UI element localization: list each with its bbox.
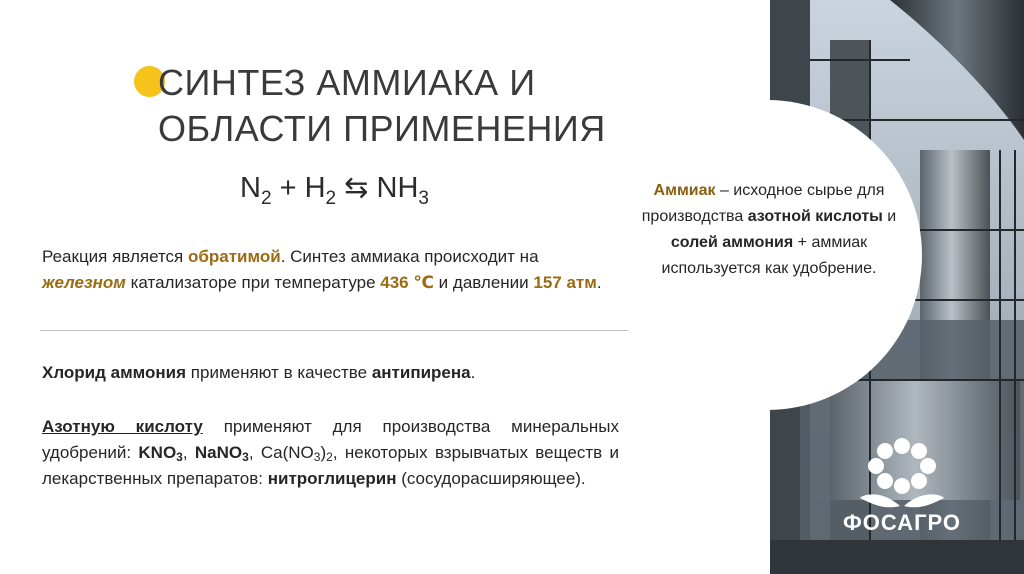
- reaction-formula: $N_2 + H_2$ ⇆ $NH_3$: [240, 172, 429, 209]
- slide-title: [158, 60, 678, 152]
- title-line-1: СИНТЕЗ АММИАКА И: [158, 62, 536, 103]
- reaction-description: Реакция является обратимой. Синтез аммиака происходит на железном катализаторе при температуре 436 ℃ и давлении 157 атм.: [42, 247, 602, 292]
- fosagro-logo-text: ФОСАГРО: [842, 510, 962, 535]
- nitric-acid-text: Азотную кислоту применяют для производства минеральных удобрений: $KNO_3$, NaNO$_3$, $Ca(NO_3)_2$, некоторых взрывчатых веществ и лекарственных препаратов: нитроглицерин (сосудорасширяющее).: [42, 417, 619, 488]
- title-line-2: ОБЛАСТИ ПРИМЕНЕНИЯ: [158, 108, 606, 149]
- ammonium-chloride-text: Хлорид аммония применяют в качестве антипирена.: [42, 363, 476, 382]
- divider-line: [40, 330, 628, 331]
- callout-text: Аммиак – исходное сырье для производства азотной кислоты и солей аммония + аммиак используется как удобрение.: [641, 182, 897, 277]
